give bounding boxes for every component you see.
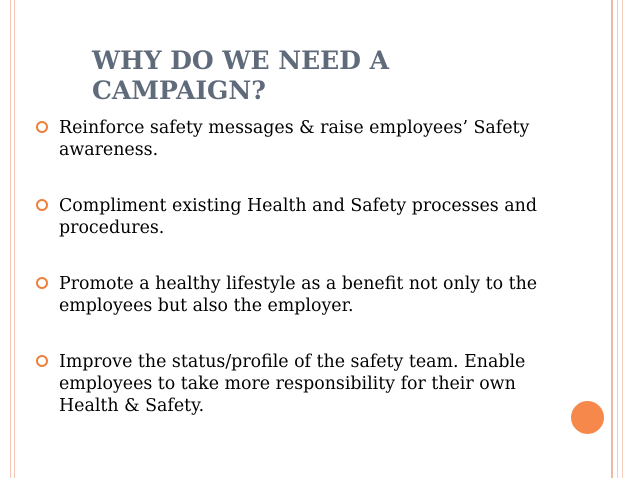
bullet-item-reinforce-safety xyxy=(36,117,576,161)
left-border-line-inner xyxy=(14,0,15,478)
hollow-circle-bullet-icon xyxy=(36,277,48,289)
bullet-item-safety-team-status xyxy=(36,351,576,417)
bullet-item-compliment-processes xyxy=(36,195,576,239)
right-border-line xyxy=(611,0,613,478)
hollow-circle-bullet-icon xyxy=(36,355,48,367)
bullet-text: Compliment existing Health and Safety processes and procedures. xyxy=(59,196,537,238)
bullet-text: Reinforce safety messages & raise employees’ Safety awareness. xyxy=(59,118,530,160)
right-border-line-middle xyxy=(617,0,618,478)
hollow-circle-bullet-icon xyxy=(36,121,48,133)
right-border-line-outer xyxy=(622,0,623,478)
bullet-text: Promote a healthy lifestyle as a benefit not only to the employees but also the employer. xyxy=(59,274,538,316)
bullet-text: Improve the status/profile of the safety team. Enable employees to take more responsibility for their own Health & Safety. xyxy=(59,352,526,416)
left-border-line xyxy=(10,0,11,478)
slide-title: WHY DO WE NEED A CAMPAIGN? xyxy=(92,46,389,105)
orange-circle-decoration-icon xyxy=(569,399,606,436)
bullet-item-healthy-lifestyle xyxy=(36,273,576,317)
bullet-list xyxy=(36,117,576,451)
hollow-circle-bullet-icon xyxy=(36,199,48,211)
